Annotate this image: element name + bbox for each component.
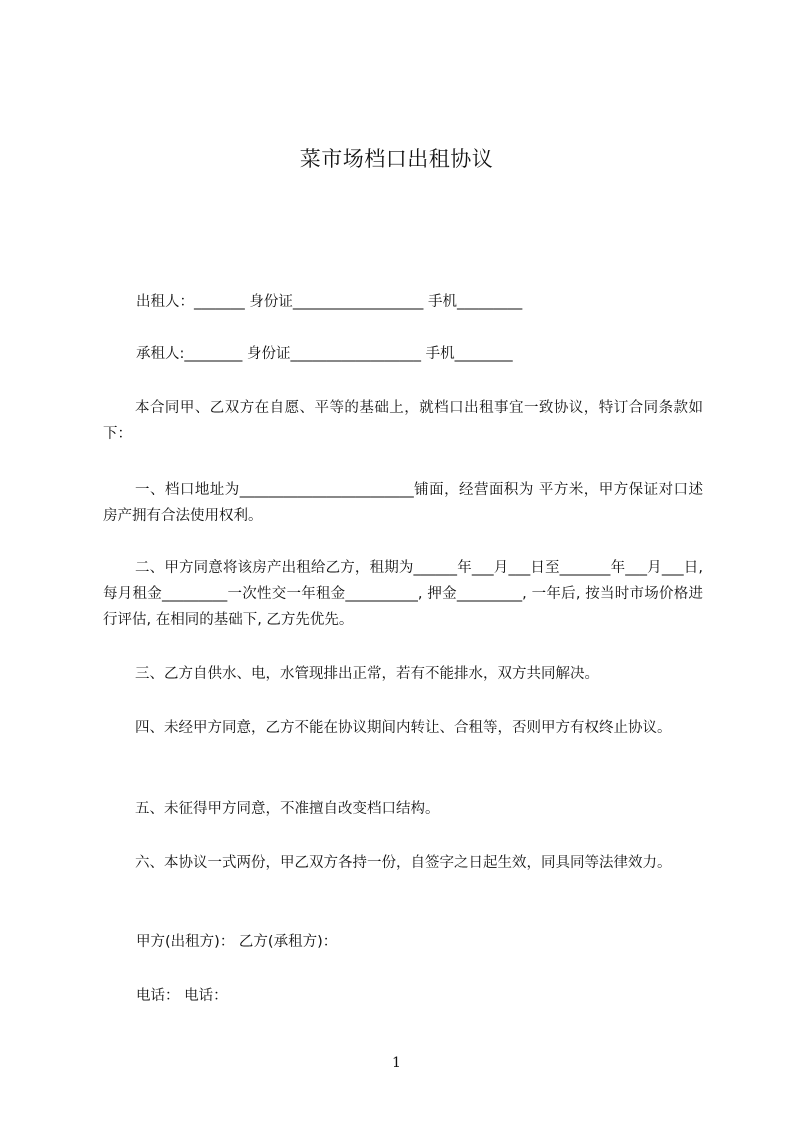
lessee-info-line: 承租人:________ 身份证__________________ 手机________ [136,346,513,362]
page-number: 1 [392,1055,401,1071]
clause-6: 六、本协议一式两份，甲乙双方各持一份，自签字之日起生效，同具同等法律效力。 [135,855,672,871]
clause-2: 二、甲方同意将该房产出租给乙方，租期为______年___月___日至_______年___月___日, 每月租金_________一次性交一年租金__________, 押金_________, 一年后, 按当时市场价格进行评估, 在相同的基础下, 乙方先优先。 [103,560,703,628]
intro-paragraph: 本合同甲、乙双方在自愿、平等的基础上，就档口出租事宜一致协议，特订合同条款如下： [103,400,703,442]
lessor-info-line: 出租人：_______ 身份证__________________ 手机_________ [136,294,523,310]
clause-3: 三、乙方自供水、电，水管现排出正常，若有不能排水，双方共同解决。 [135,666,599,682]
document-title: 菜市场档口出租协议 [299,147,494,171]
clause-4: 四、未经甲方同意，乙方不能在协议期间内转让、合租等，否则甲方有权终止协议。 [135,720,672,736]
clause-5: 五、未征得甲方同意，不准擅自改变档口结构。 [135,801,440,817]
signature-line: 甲方(出租方)： 乙方(承租方)： [136,934,338,950]
phone-line: 电话： 电话： [136,988,228,1004]
clause-1: 一、档口地址为________________________铺面，经营面积为 平方米，甲方保证对口述房产拥有合法使用权利。 [103,482,703,524]
